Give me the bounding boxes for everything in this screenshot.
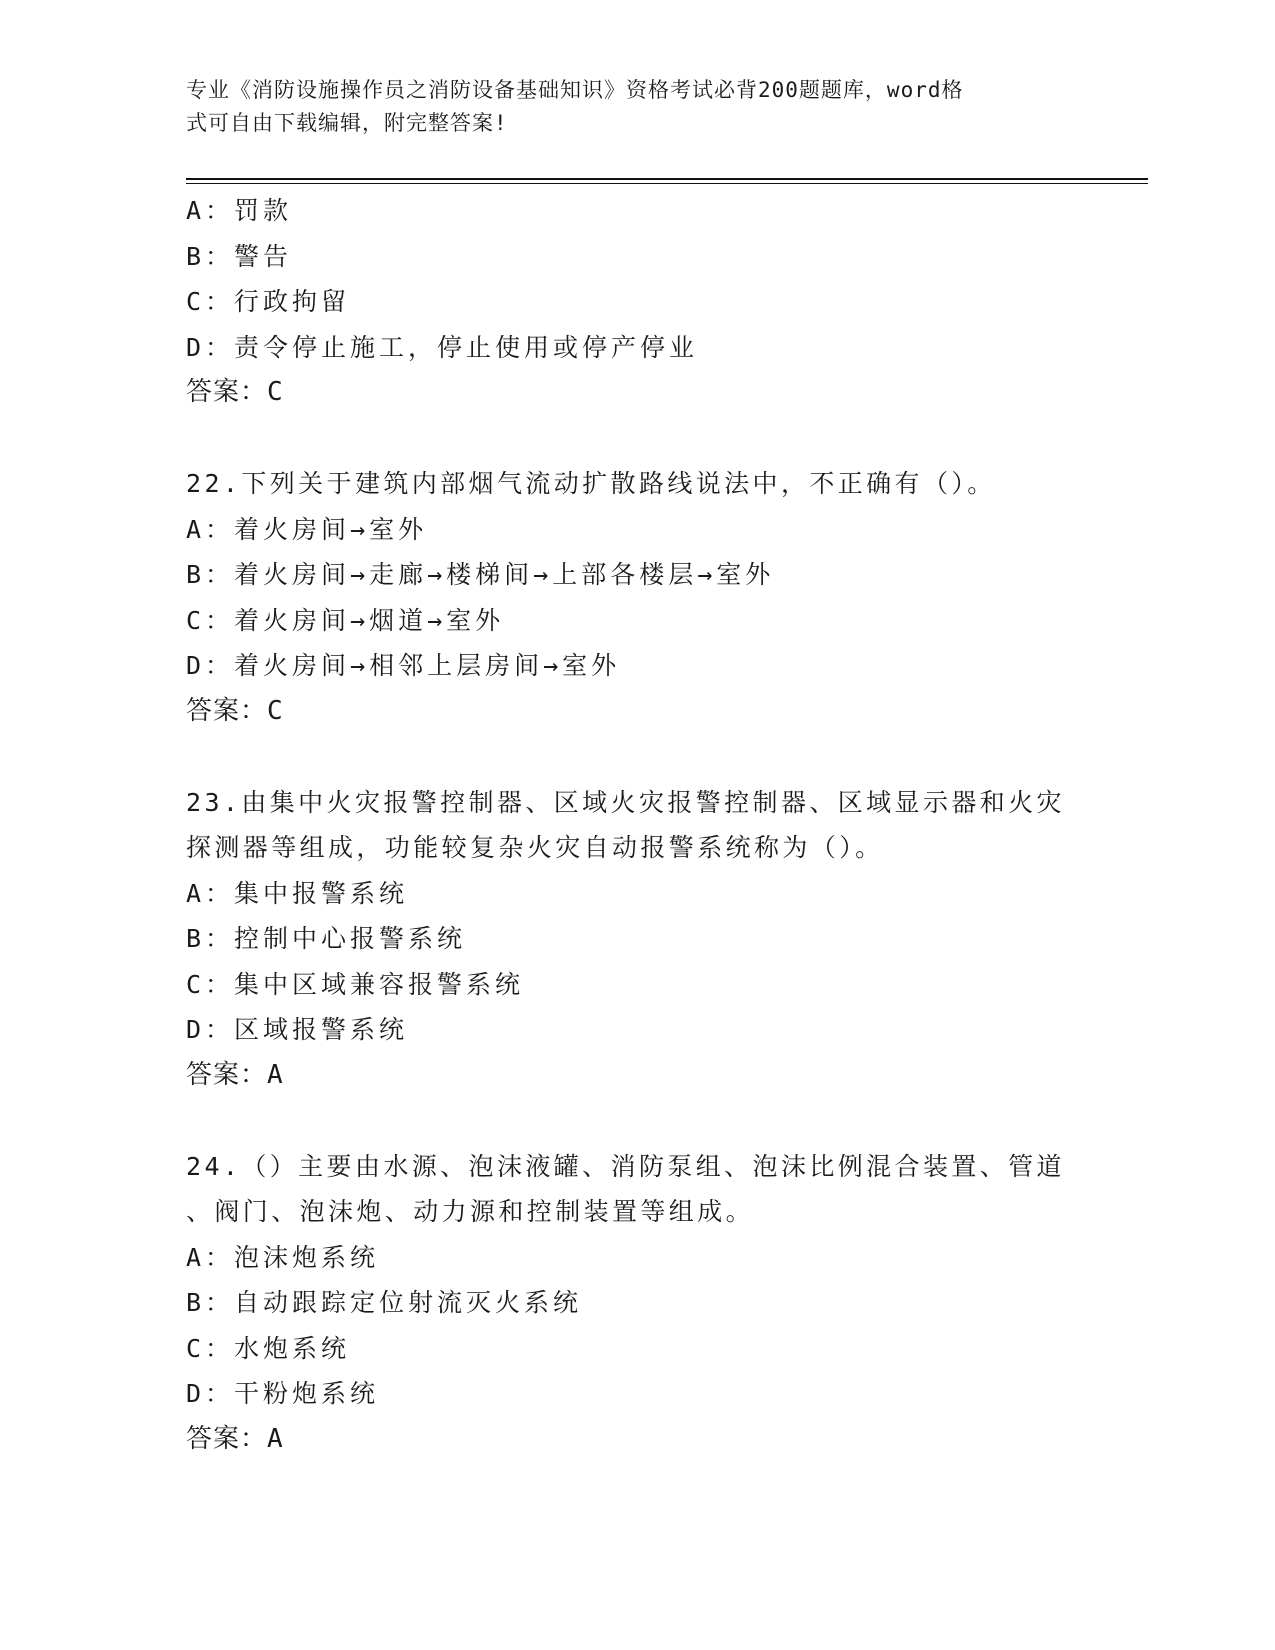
answer: 答案：A	[186, 1059, 284, 1090]
option-c: C：着火房间→烟道→室外	[186, 605, 505, 635]
spacer	[186, 416, 1086, 462]
option-a: A：集中报警系统	[186, 878, 409, 908]
question-stem: 22.下列关于建筑内部烟气流动扩散路线说法中，不正确有（）。	[186, 469, 996, 498]
answer: 答案：A	[186, 1423, 284, 1454]
question-23	[186, 780, 1086, 1099]
question-21-continued	[186, 188, 1086, 416]
question-stem-line-2: 探测器等组成，功能较复杂火灾自动报警系统称为（）。	[186, 833, 884, 862]
header-line-1: 专业《消防设施操作员之消防设备基础知识》资格考试必背200题题库，word格	[186, 78, 964, 102]
option-a: A：罚款	[186, 196, 293, 225]
spacer	[186, 734, 1086, 780]
question-24	[186, 1144, 1086, 1463]
option-b: B：着火房间→走廊→楼梯间→上部各楼层→室外	[186, 560, 775, 589]
option-a: A：泡沫炮系统	[186, 1242, 380, 1272]
document-header	[186, 74, 1066, 140]
option-c: C：集中区域兼容报警系统	[186, 969, 525, 999]
option-c: C：行政拘留	[186, 287, 351, 316]
option-d: D：责令停止施工，停止使用或停产停业	[186, 332, 699, 362]
question-22	[186, 461, 1086, 734]
option-d: D：区域报警系统	[186, 1015, 409, 1044]
question-stem-line-2: 、阀门、泡沫炮、动力源和控制装置等组成。	[186, 1197, 755, 1226]
spacer	[186, 1098, 1086, 1144]
option-b: B：控制中心报警系统	[186, 924, 467, 953]
answer: 答案：C	[186, 695, 284, 726]
header-line-2: 式可自由下载编辑，附完整答案!	[186, 111, 508, 135]
option-b: B：自动跟踪定位射流灭火系统	[186, 1288, 583, 1317]
option-d: D：干粉炮系统	[186, 1379, 380, 1408]
answer: 答案：C	[186, 377, 284, 407]
question-stem-line-1: 23.由集中火灾报警控制器、区域火灾报警控制器、区域显示器和火灾	[186, 787, 1065, 817]
option-b: B：警告	[186, 241, 293, 271]
option-a: A：着火房间→室外	[186, 514, 428, 544]
header-rule-thick	[186, 178, 1148, 180]
question-stem-line-1: 24.（）主要由水源、泡沫液罐、消防泵组、泡沫比例混合装置、管道	[186, 1151, 1065, 1181]
option-c: C：水炮系统	[186, 1333, 351, 1363]
question-list	[186, 188, 1086, 1462]
header-rule-thin	[186, 183, 1148, 184]
option-d: D：着火房间→相邻上层房间→室外	[186, 651, 621, 680]
